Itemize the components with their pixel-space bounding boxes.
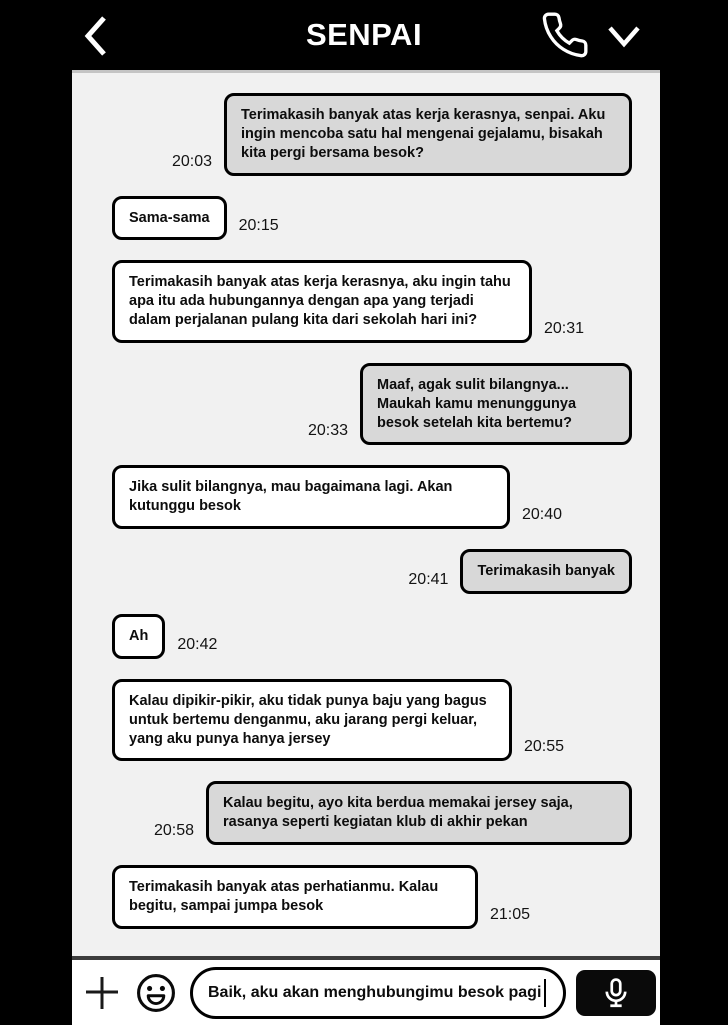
content-frame — [72, 70, 660, 1025]
message-bubble-received[interactable]: Jika sulit bilangnya, mau bagaimana lagi. Akan kutunggu besok — [112, 465, 510, 529]
phone-icon — [540, 10, 590, 60]
timestamp: 20:15 — [238, 217, 279, 235]
attach-button[interactable] — [82, 971, 122, 1015]
microphone-icon — [599, 976, 633, 1010]
chevron-left-icon — [80, 14, 110, 58]
message-bubble-received[interactable]: Ah — [112, 614, 165, 659]
back-button[interactable] — [80, 14, 110, 58]
mic-button[interactable] — [576, 970, 656, 1016]
message-bubble-received[interactable]: Sama-sama — [112, 196, 227, 241]
message-list[interactable] — [72, 70, 660, 960]
call-button[interactable] — [540, 10, 590, 60]
timestamp: 20:31 — [544, 319, 585, 337]
message-row — [112, 679, 632, 762]
message-bubble-received[interactable]: Kalau dipikir-pikir, aku tidak punya baju yang bagus untuk bertemu denganmu, aku jarang pergi keluar, yang aku punya hanya jersey — [112, 679, 512, 762]
timestamp: 21:05 — [490, 905, 531, 923]
message-row — [112, 549, 632, 594]
smiley-face-icon — [134, 971, 178, 1015]
chevron-down-icon — [604, 18, 644, 54]
timestamp: 20:42 — [177, 635, 218, 653]
timestamp: 20:40 — [522, 506, 563, 524]
timestamp: 20:03 — [171, 152, 212, 170]
timestamp: 20:41 — [408, 570, 449, 588]
chat-title: SENPAI — [305, 17, 423, 52]
message-input-value: Baik, aku akan menghubungimu besok pagi — [208, 983, 542, 1001]
message-row — [112, 196, 632, 241]
message-bubble-received[interactable]: Terimakasih banyak atas kerja kerasnya, aku ingin tahu apa itu ada hubungannya dengan apa yang terjadi dalam perjalanan pulang kita dari sekolah hari ini? — [112, 260, 532, 343]
plus-icon — [82, 971, 122, 1015]
message-bubble-sent[interactable]: Maaf, agak sulit bilangnya... Maukah kamu menunggunya besok setelah kita bertemu? — [360, 363, 632, 446]
collapse-button[interactable] — [604, 18, 644, 54]
timestamp: 20:33 — [307, 422, 348, 440]
message-row — [112, 260, 632, 343]
message-row — [112, 363, 632, 446]
message-input[interactable] — [190, 967, 566, 1019]
header — [0, 0, 728, 70]
message-bubble-received[interactable]: Terimakasih banyak atas perhatianmu. Kalau begitu, sampai jumpa besok — [112, 865, 478, 929]
text-cursor — [544, 979, 546, 1007]
timestamp: 20:55 — [524, 738, 565, 756]
message-row — [112, 865, 632, 929]
composer-bar — [72, 960, 660, 1025]
message-row — [112, 781, 632, 845]
message-row — [112, 614, 632, 659]
message-bubble-sent[interactable]: Terimakasih banyak atas kerja kerasnya, senpai. Aku ingin mencoba satu hal mengenai gejalamu, bisakah kita pergi bersama besok? — [224, 93, 632, 176]
timestamp: 20:58 — [153, 822, 194, 840]
message-bubble-sent[interactable]: Terimakasih banyak — [460, 549, 632, 594]
emoji-button[interactable] — [134, 971, 178, 1015]
message-row — [112, 93, 632, 176]
message-bubble-sent[interactable]: Kalau begitu, ayo kita berdua memakai jersey saja, rasanya seperti kegiatan klub di akhir pekan — [206, 781, 632, 845]
message-row — [112, 465, 632, 529]
